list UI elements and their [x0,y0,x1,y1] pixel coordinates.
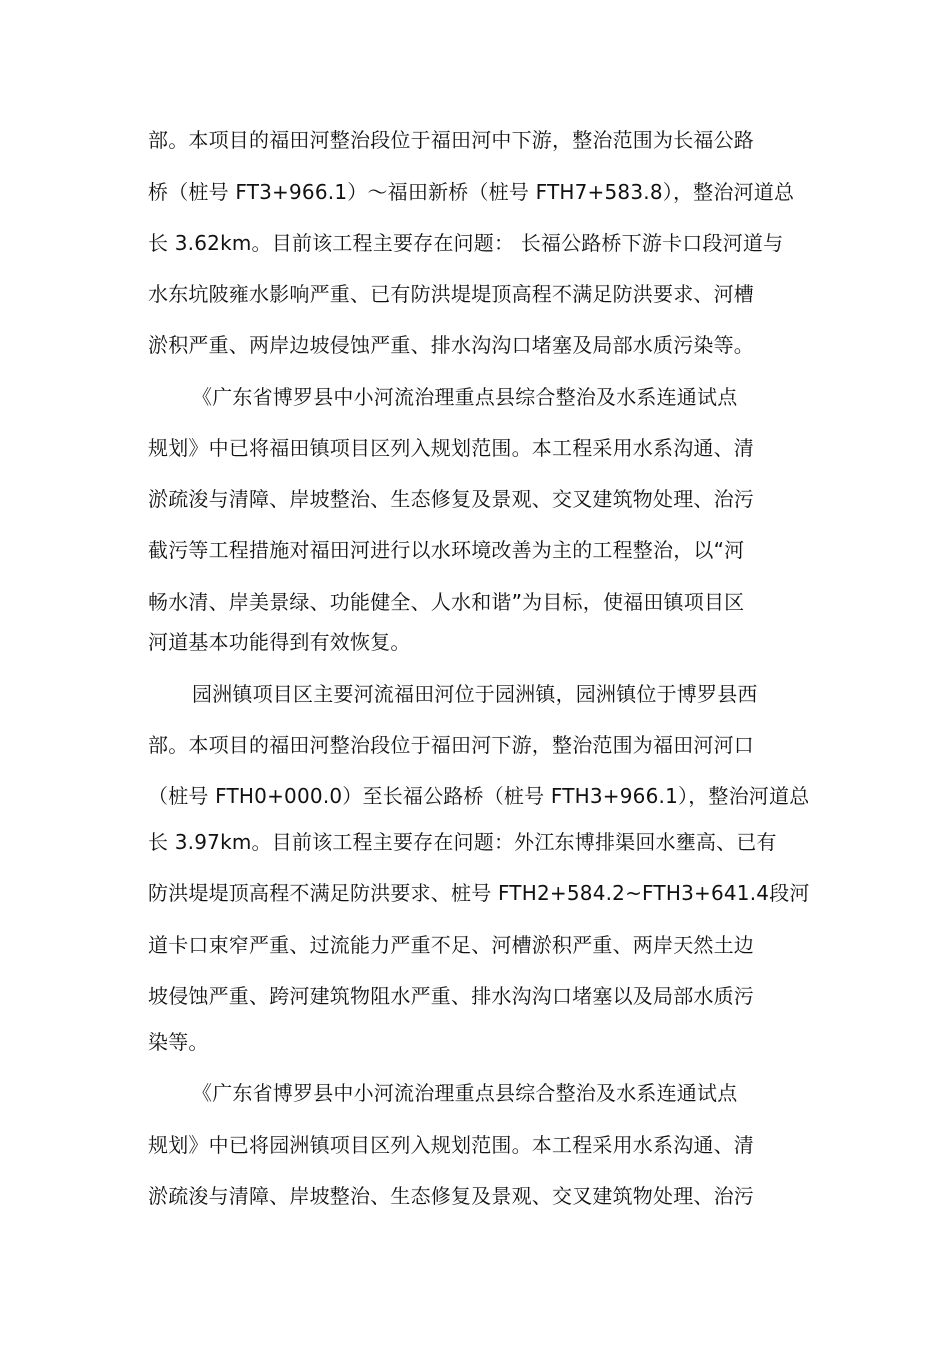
text-line: 《广东省博罗县中小河流治理重点县综合整治及水系连通试点 [192,1081,738,1105]
text-line: 桥（桩号 FT3+966.1）～福田新桥（桩号 FTH7+583.8），整治河道总 [148,180,795,204]
text-line: 淤积严重、两岸边坡侵蚀严重、排水沟沟口堵塞及局部水质污染等。 [148,333,754,357]
text-line: 部。本项目的福田河整治段位于福田河中下游，整治范围为长福公路 [148,128,754,152]
text-line: 水东坑陂雍水影响严重、已有防洪堤堤顶高程不满足防洪要求、河槽 [148,282,754,306]
text-line: 淤疏浚与清障、岸坡整治、生态修复及景观、交叉建筑物处理、治污 [148,1184,754,1208]
text-line: 《广东省博罗县中小河流治理重点县综合整治及水系连通试点 [192,385,738,409]
text-line: 部。本项目的福田河整治段位于福田河下游，整治范围为福田河河口 [148,733,754,757]
text-line: 畅水清、岸美景绿、功能健全、人水和谐”为目标，使福田镇项目区 [148,590,745,614]
text-line: 规划》中已将福田镇项目区列入规划范围。本工程采用水系沟通、清 [148,436,754,460]
text-line: 长 3.97km。目前该工程主要存在问题：外江东博排渠回水壅高、已有 [148,830,777,854]
text-line: 坡侵蚀严重、跨河建筑物阻水严重、排水沟沟口堵塞以及局部水质污 [148,984,754,1008]
text-line: 染等。 [148,1030,209,1054]
text-line: 园洲镇项目区主要河流福田河位于园洲镇，园洲镇位于博罗县西 [192,682,758,706]
text-line: 河道基本功能得到有效恢复。 [148,630,411,654]
text-line: 规划》中已将园洲镇项目区列入规划范围。本工程采用水系沟通、清 [148,1133,754,1157]
text-line: 长 3.62km。目前该工程主要存在问题： 长福公路桥下游卡口段河道与 [148,231,784,255]
text-line: 截污等工程措施对福田河进行以水环境改善为主的工程整治，以“河 [148,538,745,562]
text-line: 防洪堤堤顶高程不满足防洪要求、桩号 FTH2+584.2~FTH3+641.4段河 [148,881,810,905]
text-line: 淤疏浚与清障、岸坡整治、生态修复及景观、交叉建筑物处理、治污 [148,487,754,511]
text-line: 道卡口束窄严重、过流能力严重不足、河槽淤积严重、两岸天然土边 [148,933,754,957]
text-line: （桩号 FTH0+000.0）至长福公路桥（桩号 FTH3+966.1），整治河道总 [148,784,810,808]
